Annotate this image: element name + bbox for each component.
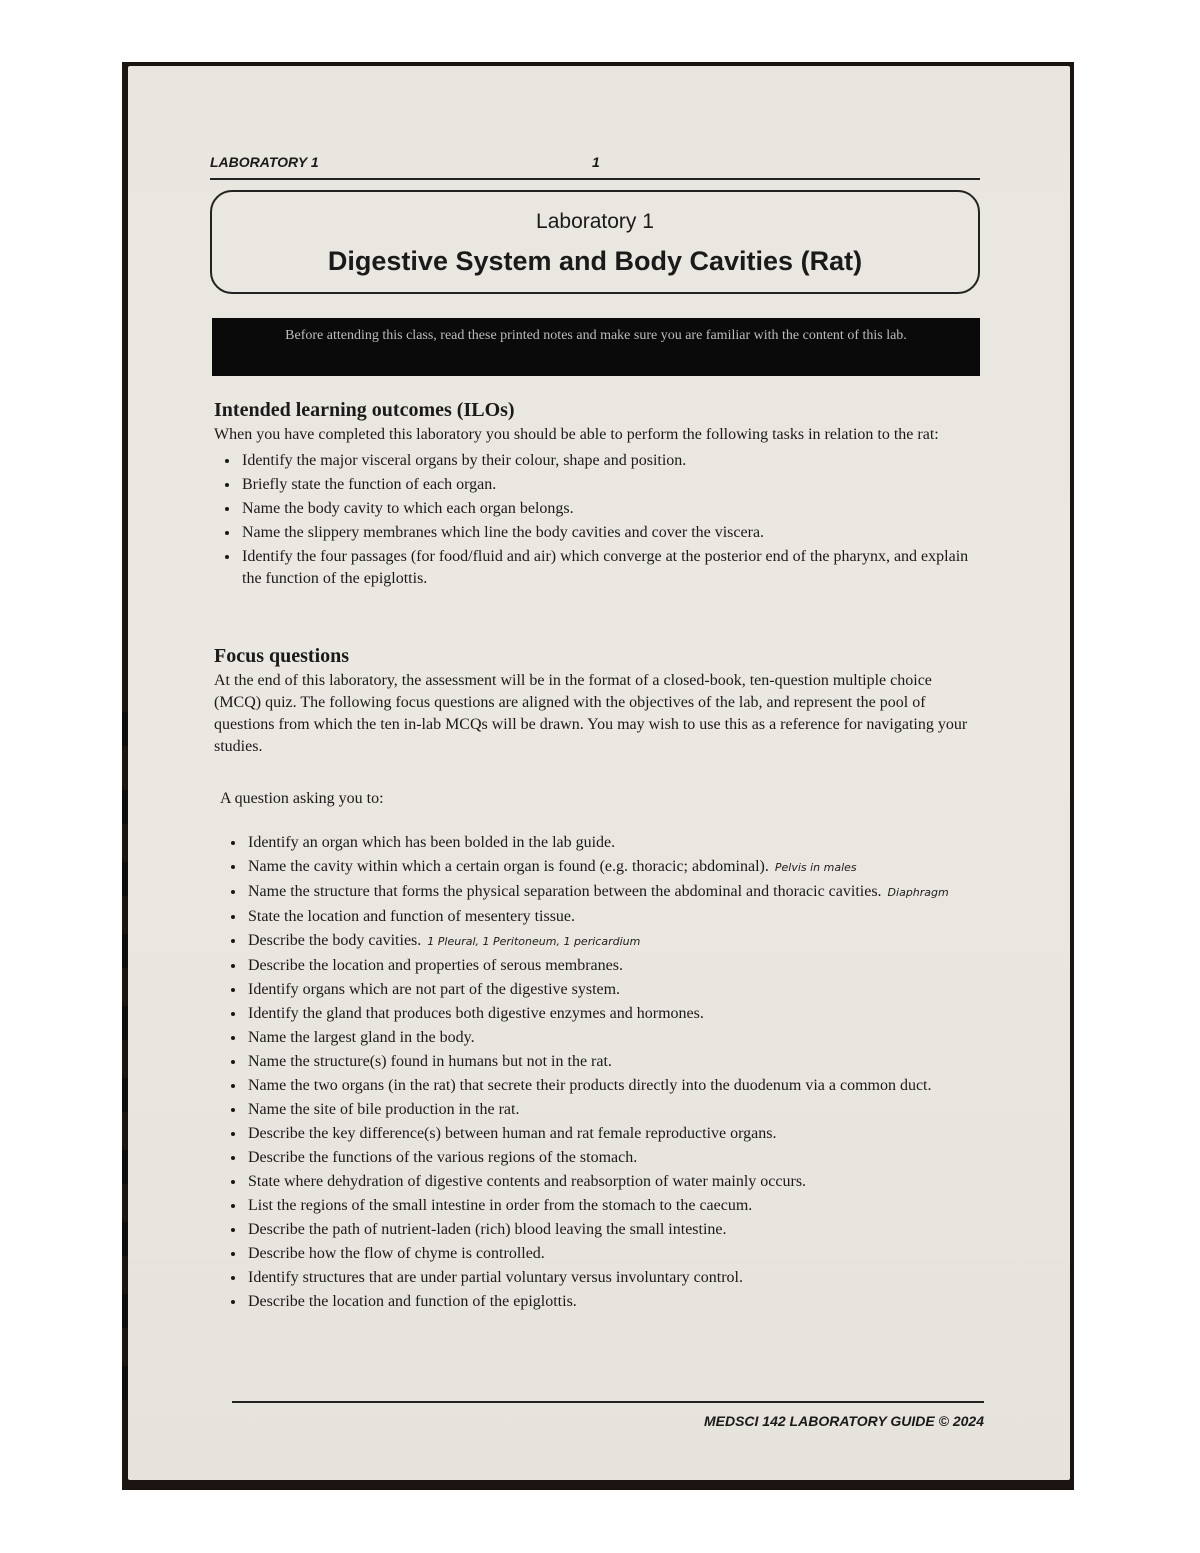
photo-background (122, 62, 1074, 1490)
list-item: • Describe the location and properties of serous membranes. (246, 955, 1006, 977)
list-item: • Briefly state the function of each organ. (240, 474, 974, 496)
running-header (210, 148, 980, 180)
list-item: • Name the structure that forms the physical separation between the abdominal and thoracic cavities. Diaphragm (246, 881, 1006, 904)
handwritten-note: Diaphragm (887, 886, 949, 899)
list-item: • Name the cavity within which a certain organ is found (e.g. thoracic; abdominal). Pelvis in males (246, 856, 1006, 879)
handwritten-note: Pelvis in males (774, 861, 857, 874)
list-item: • Describe the location and function of the epiglottis. (246, 1291, 1006, 1313)
ilo-heading: Intended learning outcomes (ILOs) (214, 399, 515, 421)
list-item: • Describe the key difference(s) between human and rat female reproductive organs. (246, 1123, 1006, 1145)
focus-heading: Focus questions (214, 645, 350, 667)
list-item: • State where dehydration of digestive contents and reabsorption of water mainly occurs. (246, 1171, 1006, 1193)
list-item: • Name the two organs (in the rat) that secrete their products directly into the duodenum via a common duct. (246, 1075, 1006, 1097)
focus-section (214, 644, 974, 758)
lab-title: Digestive System and Body Cavities (Rat) (327, 246, 863, 276)
list-item: • Identify the gland that produces both digestive enzymes and hormones. (246, 1003, 1006, 1025)
list-item: • Identify the four passages (for food/fluid and air) which converge at the posterior end of the pharynx, and explain the function of the epiglottis. (240, 546, 974, 590)
list-item: • Identify an organ which has been bolded in the lab guide. (246, 832, 1006, 854)
list-item: • Name the structure(s) found in humans but not in the rat. (246, 1051, 1006, 1073)
notice-banner (212, 318, 980, 376)
list-item: • Describe the path of nutrient-laden (rich) blood leaving the small intestine. (246, 1219, 1006, 1241)
running-head-label: LABORATORY 1 (210, 154, 319, 170)
list-item: • Describe how the flow of chyme is controlled. (246, 1243, 1006, 1265)
ilo-list (214, 450, 974, 590)
list-item: • Name the site of bile production in the rat. (246, 1099, 1006, 1121)
list-item: • Name the slippery membranes which line the body cavities and cover the viscera. (240, 522, 974, 544)
list-item: • Name the body cavity to which each organ belongs. (240, 498, 974, 520)
page-footer: MEDSCI 142 LABORATORY GUIDE © 2024 (232, 1401, 984, 1429)
title-box (210, 190, 980, 294)
list-item: • Identify the major visceral organs by their colour, shape and position. (240, 450, 974, 472)
lab-label: Laboratory 1 (536, 210, 654, 233)
focus-list-intro: A question asking you to: (220, 790, 384, 807)
list-item: • Describe the body cavities. 1 Pleural, 1 Peritoneum, 1 pericardium (246, 930, 1006, 953)
ilo-intro: When you have completed this laboratory you should be able to perform the following tasks in relation to the rat: (214, 426, 939, 443)
page-number: 1 (592, 154, 600, 170)
document-page (128, 66, 1070, 1480)
list-item: • Identify organs which are not part of the digestive system. (246, 979, 1006, 1001)
handwritten-note: 1 Pleural, 1 Peritoneum, 1 pericardium (427, 935, 641, 948)
list-item: • Describe the functions of the various regions of the stomach. (246, 1147, 1006, 1169)
list-item: • Name the largest gland in the body. (246, 1027, 1006, 1049)
list-item: • List the regions of the small intestine in order from the stomach to the caecum. (246, 1195, 1006, 1217)
ilo-section (214, 398, 974, 592)
focus-paragraph: At the end of this laboratory, the assessment will be in the format of a closed-book, ten-question multiple choice (MCQ) quiz. The following focus questions are aligned with the objectives of the lab, and represent the pool of questions from which the ten in-lab MCQs will be drawn. You may wish to use this as a reference for navigating your studies. (214, 672, 968, 755)
list-item: • Identify structures that are under partial voluntary versus involuntary control. (246, 1267, 1006, 1289)
list-item: • State the location and function of mesentery tissue. (246, 906, 1006, 928)
focus-question-list (220, 832, 1006, 1315)
notice-text: Before attending this class, read these printed notes and make sure you are familiar with the content of this lab. (285, 328, 907, 343)
